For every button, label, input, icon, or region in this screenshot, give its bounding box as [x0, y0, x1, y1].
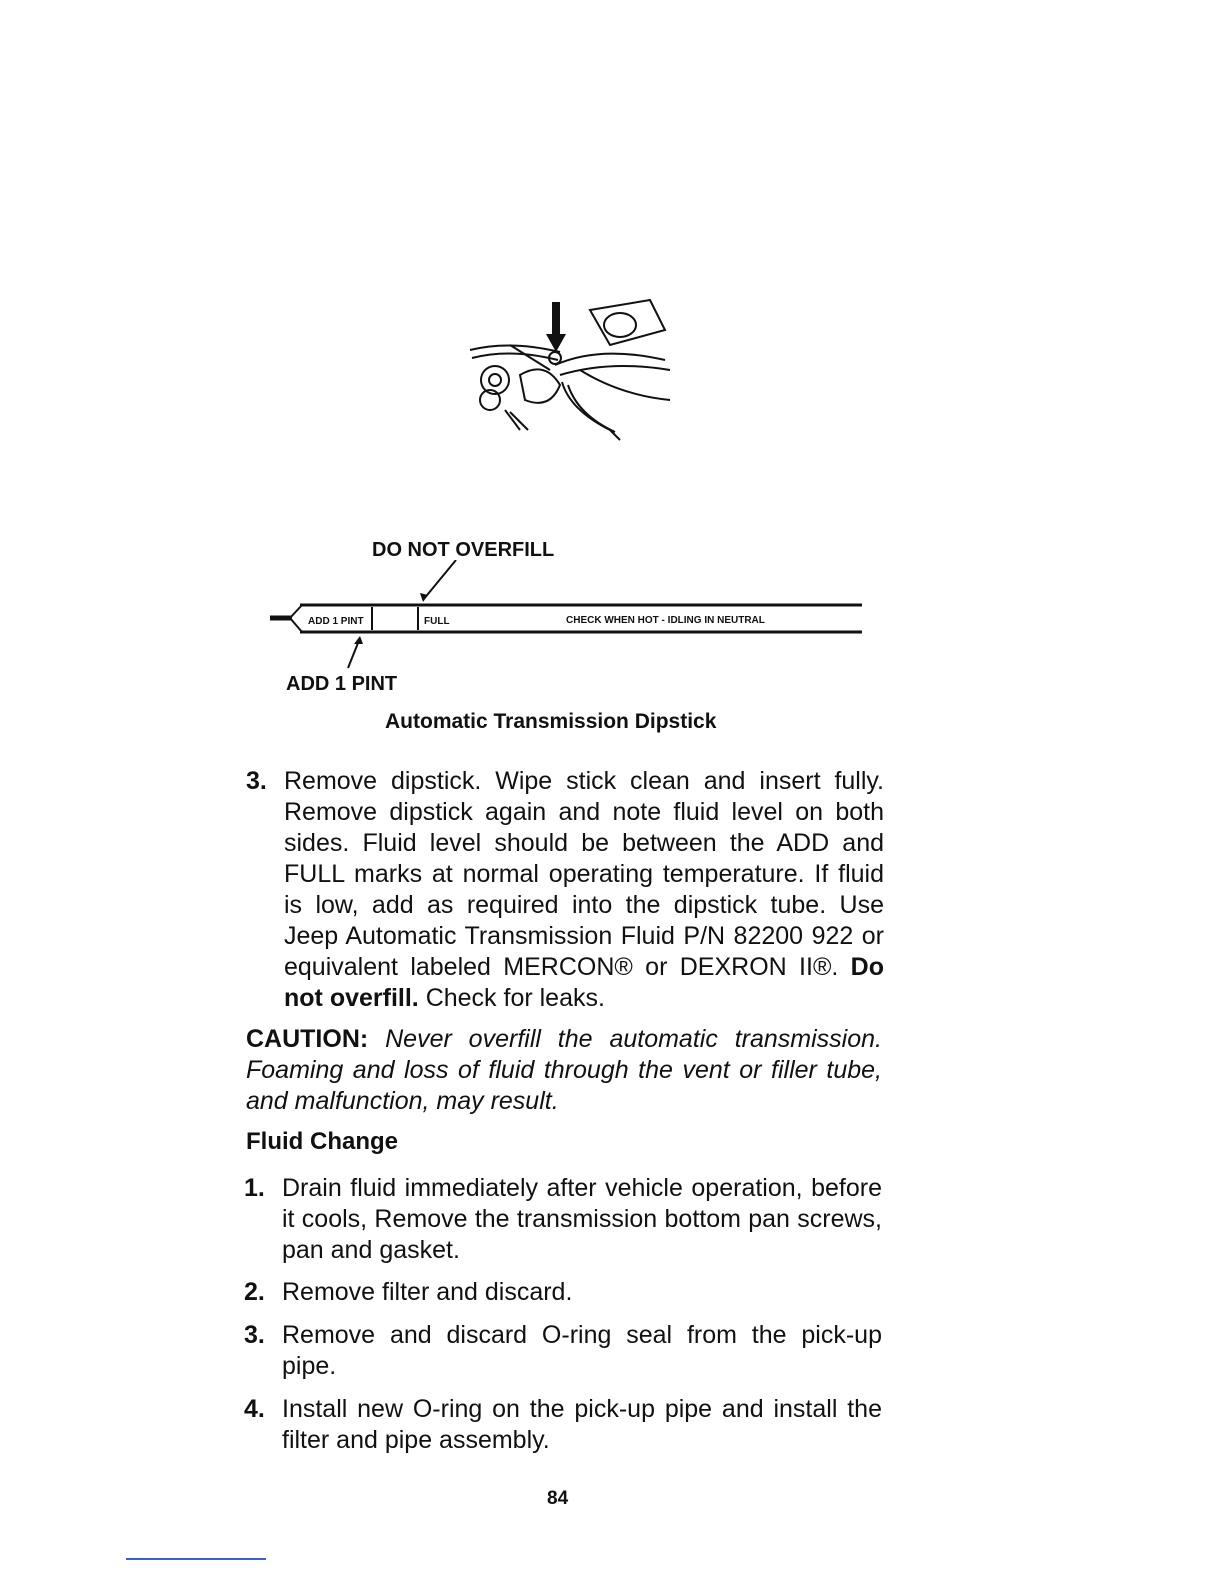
dipstick-full-mark: FULL: [424, 616, 450, 627]
page-number: 84: [547, 1488, 569, 1509]
add-1-pint-label: ADD 1 PINT: [286, 673, 398, 695]
do-not-overfill-emphasis: Do not overfill.: [284, 953, 884, 1012]
fluid-change-heading: Fluid Change: [246, 1128, 398, 1155]
engine-dipstick-illustration: [450, 290, 680, 450]
caution-text: Never overfill the automatic transmission. Foaming and loss of fluid through the vent or filler tube, and malfunction, may result.: [246, 1025, 882, 1115]
dipstick-diagram: [250, 560, 870, 670]
figure-caption: Automatic Transmission Dipstick: [385, 710, 717, 733]
step-number: 3.: [246, 767, 267, 795]
step-text: Remove dipstick. Wipe stick clean and insert fully. Remove dipstick again and note fluid level on both sides. Fluid level should be between the ADD and FULL marks at normal operating temperature. If fluid is low, add as required into the dipstick tube. Use Jeep Automatic Transmission Fluid P/N 82200 922 or equivalent labeled MERCON® or DEXRON II®. Do not overfill. Check for leaks.: [284, 767, 884, 1012]
footer-rule: [126, 1558, 266, 1560]
do-not-overfill-label: DO NOT OVERFILL: [372, 539, 555, 561]
caution-note: [246, 1024, 882, 1117]
dipstick-check-note: CHECK WHEN HOT - IDLING IN NEUTRAL: [566, 615, 765, 626]
dipstick-add-mark: ADD 1 PINT: [308, 616, 364, 627]
caution-label: CAUTION:: [246, 1025, 369, 1053]
